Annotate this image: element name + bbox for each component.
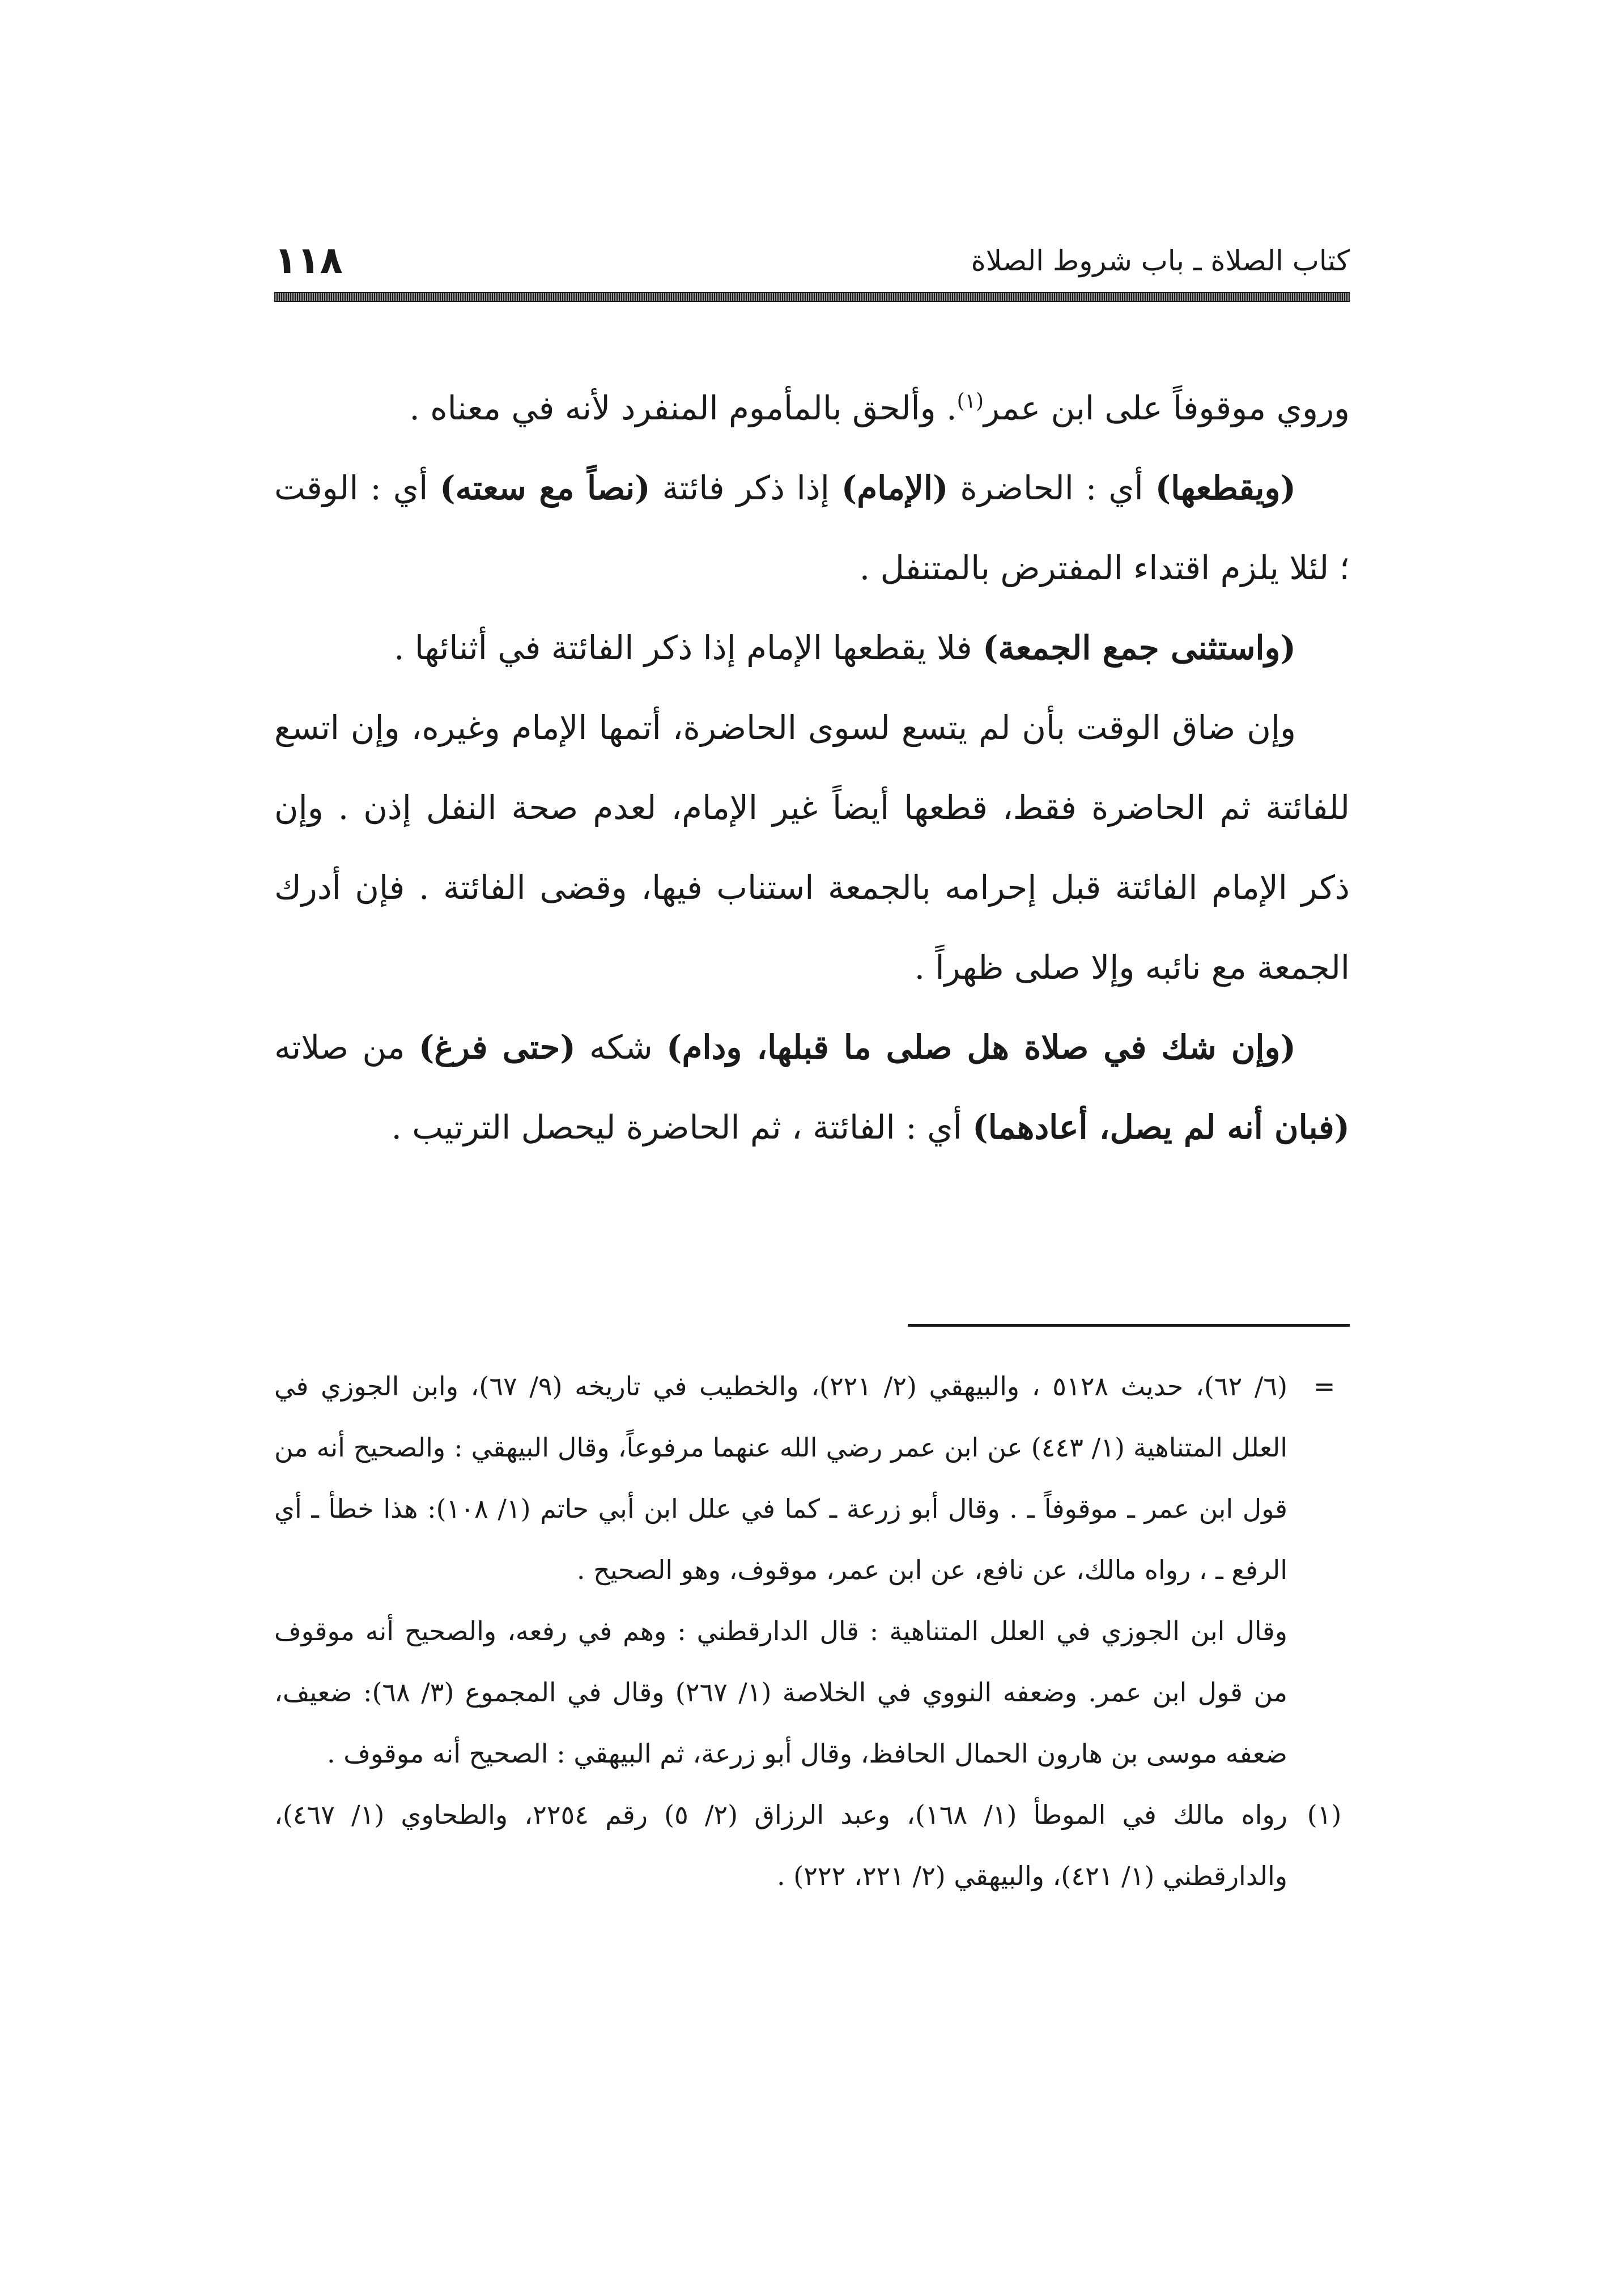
matn-phrase: (وإن شك في صلاة هل صلى ما قبلها، ودام) bbox=[666, 1028, 1296, 1067]
text-run: . وألحق بالمأموم المنفرد لأنه في معناه . bbox=[409, 389, 957, 427]
paragraph-3 bbox=[274, 608, 1350, 688]
text-run: أي : الوقت ؛ لئلا يلزم اقتداء المفترض بالمتنفل . bbox=[274, 469, 1350, 587]
footnote-paragraph: (٦/ ٦٢)، حديث ٥١٢٨ ، والبيهقي (٢/ ٢٢١)، والخطيب في تاريخه (٩/ ٦٧)، وابن الجوزي في العلل المتناهية (١/ ٤٤٣) عن ابن عمر رضي الله عنهما مرفوعاً، وقال البيهقي : والصحيح أنه من قول ابن عمر ـ موقوفاً ـ . وقال أبو زرعة ـ كما في علل ابن أبي حاتم (١/ ١٠٨): هذا خطأ ـ أي الرفع ـ ، رواه مالك، عن نافع، عن ابن عمر، موقوف، وهو الصحيح . bbox=[274, 1371, 1288, 1585]
page-header bbox=[274, 238, 1350, 283]
text-run: شكه bbox=[575, 1028, 667, 1067]
paragraph-1 bbox=[274, 368, 1350, 448]
text-run: فلا يقطعها الإمام إذا ذكر الفائتة في أثنائها . bbox=[393, 629, 983, 667]
header-rule bbox=[274, 292, 1350, 302]
paragraph-4: وإن ضاق الوقت بأن لم يتسع لسوى الحاضرة، أتمها الإمام وغيره، وإن اتسع للفائتة ثم الحاضرة فقط، قطعها أيضاً غير الإمام، لعدم صحة النفل إذن . وإن ذكر الإمام الفائتة قبل إحرامه بالجمعة استناب فيها، وقضى الفائتة . فإن أدرك الجمعة مع نائبه وإلا صلى ظهراً . bbox=[274, 708, 1350, 987]
footnote-separator bbox=[908, 1324, 1350, 1327]
main-text bbox=[274, 368, 1350, 1167]
footnote-number: (١) bbox=[1307, 1799, 1342, 1830]
footnotes bbox=[274, 1356, 1350, 1906]
paragraph-5 bbox=[274, 1008, 1350, 1167]
matn-phrase: (واستثنى جمع الجمعة) bbox=[983, 629, 1296, 667]
text-run: أي : الحاضرة bbox=[948, 469, 1155, 507]
matn-phrase: (حتى فرغ) bbox=[418, 1028, 576, 1067]
footnote-continuation bbox=[274, 1356, 1350, 1784]
text-run: إذا ذكر فائتة bbox=[650, 469, 841, 507]
footnote-ref-1: (١) bbox=[956, 389, 984, 413]
paragraph-2 bbox=[274, 448, 1350, 608]
continuation-marker: = bbox=[1313, 1371, 1336, 1402]
footnote-1 bbox=[274, 1784, 1350, 1906]
text-run: من صلاته bbox=[274, 1028, 419, 1067]
footnote-paragraph: وقال ابن الجوزي في العلل المتناهية : قال الدارقطني : وهم في رفعه، والصحيح أنه موقوف من قول ابن عمر. وضعفه النووي في الخلاصة (١/ ٢٦٧) وقال في المجموع (٣/ ٦٨): ضعيف، ضعفه موسى بن هارون الحمال الحافظ، وقال أبو زرعة، ثم البيهقي : الصحيح أنه موقوف . bbox=[274, 1616, 1287, 1769]
running-title: كتاب الصلاة ـ باب شروط الصلاة bbox=[971, 244, 1350, 277]
footnote-paragraph: رواه مالك في الموطأ (١/ ١٦٨)، وعبد الرزاق (٢/ ٥) رقم ٢٢٥٤، والطحاوي (١/ ٤٦٧)، والدارقطني (١/ ٤٢١)، والبيهقي (٢/ ٢٢١، ٢٢٢) . bbox=[274, 1799, 1287, 1891]
page-number: ١١٨ bbox=[274, 239, 343, 282]
text-run: أي : الفائتة ، ثم الحاضرة ليحصل الترتيب . bbox=[391, 1108, 973, 1146]
matn-phrase: (فبان أنه لم يصل، أعادهما) bbox=[972, 1108, 1350, 1146]
matn-phrase: (الإمام) bbox=[841, 469, 949, 507]
matn-phrase: (نصاً مع سعته) bbox=[440, 469, 651, 507]
matn-phrase: (ويقطعها) bbox=[1155, 469, 1296, 507]
text-run: وروي موقوفاً على ابن عمر bbox=[984, 389, 1350, 427]
